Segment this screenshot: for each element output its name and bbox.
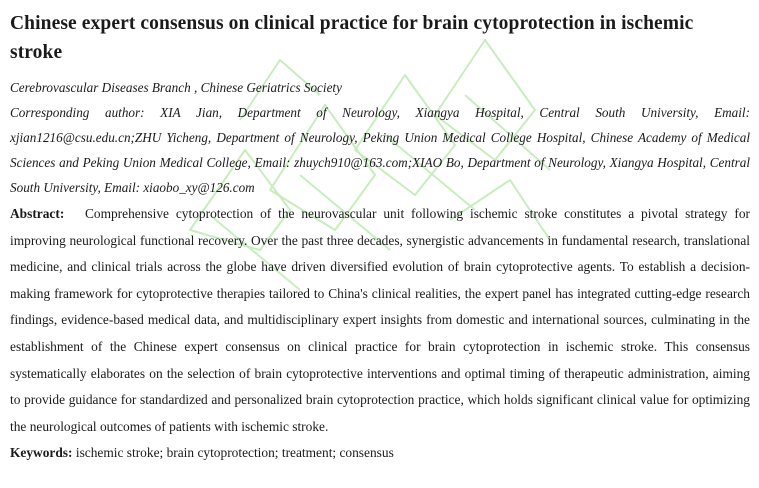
keywords-label: Keywords: xyxy=(10,445,73,461)
paper-title: Chinese expert consensus on clinical practice for brain cytoprotection in ischemic stroke xyxy=(10,13,694,63)
abstract-label: Abstract: xyxy=(10,206,65,221)
keywords-text: ischemic stroke; brain cytoprotection; treatment; consensus xyxy=(75,445,394,461)
organization: Cerebrovascular Diseases Branch , Chinese Geriatrics Society xyxy=(10,80,342,95)
paper-header xyxy=(10,9,750,466)
abstract xyxy=(10,201,750,440)
abstract-text: Comprehensive cytoprotection of the neurovascular unit following ischemic stroke constitutes a pivotal strategy for improving neurological functional recovery. Over the past three decades, synergistic advancements in fundamental research, translational medicine, and clinical trials across the globe have driven diversified evolution of brain cytoprotective agents. To establish a decision-making framework for cytoprotective therapies tailored to China's clinical realities, the expert panel has integrated cutting-edge research findings, evidence-based medical data, and multidisciplinary expert insights from domestic and international sources, culminating in the establishment of the Chinese expert consensus on clinical practice for brain cytoprotection in ischemic stroke. This consensus systematically elaborates on the selection of brain cytoprotective interventions and optimal timing of therapeutic administration, aiming to provide guidance for standardized and personalized brain cytoprotection practice, which holds significant clinical value for optimizing the neurological outcomes of patients with ischemic stroke. xyxy=(10,206,750,434)
corresponding-authors: Corresponding author: XIA Jian, Department of Neurology, Xiangya Hospital, Central South University, Email: xjian1216@csu.edu.cn;ZHU Yicheng, Department of Neurology, Peking Union Medical College Hospital, Chinese Academy of Medical Sciences and Peking Union Medical College, Email: zhuych910@163.com;XIAO Bo, Department of Neurology, Xiangya Hospital, Central South University, Email: xiaobo_xy@126.com xyxy=(10,105,750,195)
keywords xyxy=(10,440,750,466)
